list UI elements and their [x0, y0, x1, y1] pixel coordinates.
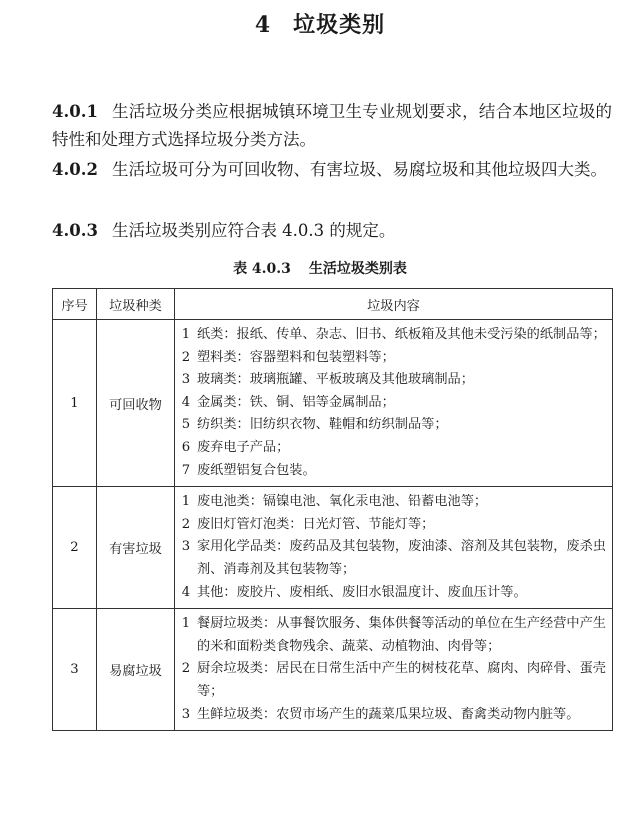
- clause-number: 4.0.2: [52, 160, 98, 179]
- clause-number: 4.0.1: [52, 102, 98, 121]
- row-number: 2: [53, 487, 97, 609]
- list-item: 2 厨余垃圾类：居民在日常生活中产生的树枝花草、腐肉、肉碎骨、蛋壳等；: [181, 661, 606, 699]
- clause-number: 4.0.3: [52, 221, 98, 240]
- clause-text: 生活垃圾类别应符合表 4.0.3 的规定。: [111, 221, 396, 240]
- header-content: 垃圾内容: [175, 289, 613, 320]
- row-category: 有害垃圾: [97, 487, 175, 609]
- table-row: [53, 487, 613, 609]
- list-item: 7 废纸塑铝复合包装。: [181, 462, 316, 478]
- table-header-row: [53, 289, 613, 320]
- list-item: 4 金属类：铁、铜、铝等金属制品；: [181, 394, 395, 410]
- row-content: [175, 487, 613, 609]
- table-row: [53, 320, 613, 487]
- clause-4-0-3: [52, 217, 612, 245]
- list-item: 2 塑料类：容器塑料和包装塑料等；: [181, 349, 395, 365]
- list-item: 3 玻璃类：玻璃瓶罐、平板玻璃及其他玻璃制品；: [181, 372, 474, 388]
- chapter-title: 垃圾类别: [293, 12, 386, 38]
- list-item: 1 废电池类：镉镍电池、氧化汞电池、铅蓄电池等；: [181, 494, 488, 510]
- row-number: 3: [53, 609, 97, 731]
- list-item: 5 纺织类：旧纺织衣物、鞋帽和纺织制品等；: [181, 417, 448, 433]
- list-item: 2 废旧灯管灯泡类：日光灯管、节能灯等；: [181, 516, 435, 532]
- chapter-number: 4: [254, 12, 272, 38]
- chapter-heading: [0, 8, 640, 39]
- list-item: 6 废弃电子产品；: [181, 439, 290, 455]
- row-content: [175, 609, 613, 731]
- row-number: 1: [53, 320, 97, 487]
- list-item: 1 纸类：报纸、传单、杂志、旧书、纸板箱及其他未受污染的纸制品等；: [181, 327, 606, 342]
- clause-text: 生活垃圾可分为可回收物、有害垃圾、易腐垃圾和其他垃圾四大类。: [111, 160, 607, 179]
- header-no: 序号: [53, 289, 97, 320]
- row-content: [175, 320, 613, 487]
- clause-4-0-1: [52, 98, 612, 154]
- header-category: 垃圾种类: [97, 289, 175, 320]
- table-caption-title: 生活垃圾类别表: [308, 261, 407, 277]
- row-category: 可回收物: [97, 320, 175, 487]
- clause-4-0-2: [52, 156, 612, 184]
- table-caption: [0, 258, 640, 278]
- list-item: 1 餐厨垃圾类：从事餐饮服务、集体供餐等活动的单位在生产经营中产生的米和面粉类食物残余、蔬菜、动植物油、肉骨等；: [181, 616, 606, 654]
- list-item: 3 家用化学品类：废药品及其包装物，废油漆、溶剂及其包装物，废杀虫剂、消毒剂及其包装物等；: [181, 539, 606, 577]
- waste-category-table: [52, 288, 613, 731]
- row-category: 易腐垃圾: [97, 609, 175, 731]
- list-item: 3 生鲜垃圾类：农贸市场产生的蔬菜瓜果垃圾、畜禽类动物内脏等。: [181, 706, 580, 722]
- clause-text: 生活垃圾分类应根据城镇环境卫生专业规划要求，结合本地区垃圾的特性和处理方式选择垃圾分类方法。: [52, 102, 612, 149]
- table-row: [53, 609, 613, 731]
- table-caption-number: 表 4.0.3: [233, 261, 291, 277]
- list-item: 4 其他：废胶片、废相纸、废旧水银温度计、废血压计等。: [181, 584, 527, 600]
